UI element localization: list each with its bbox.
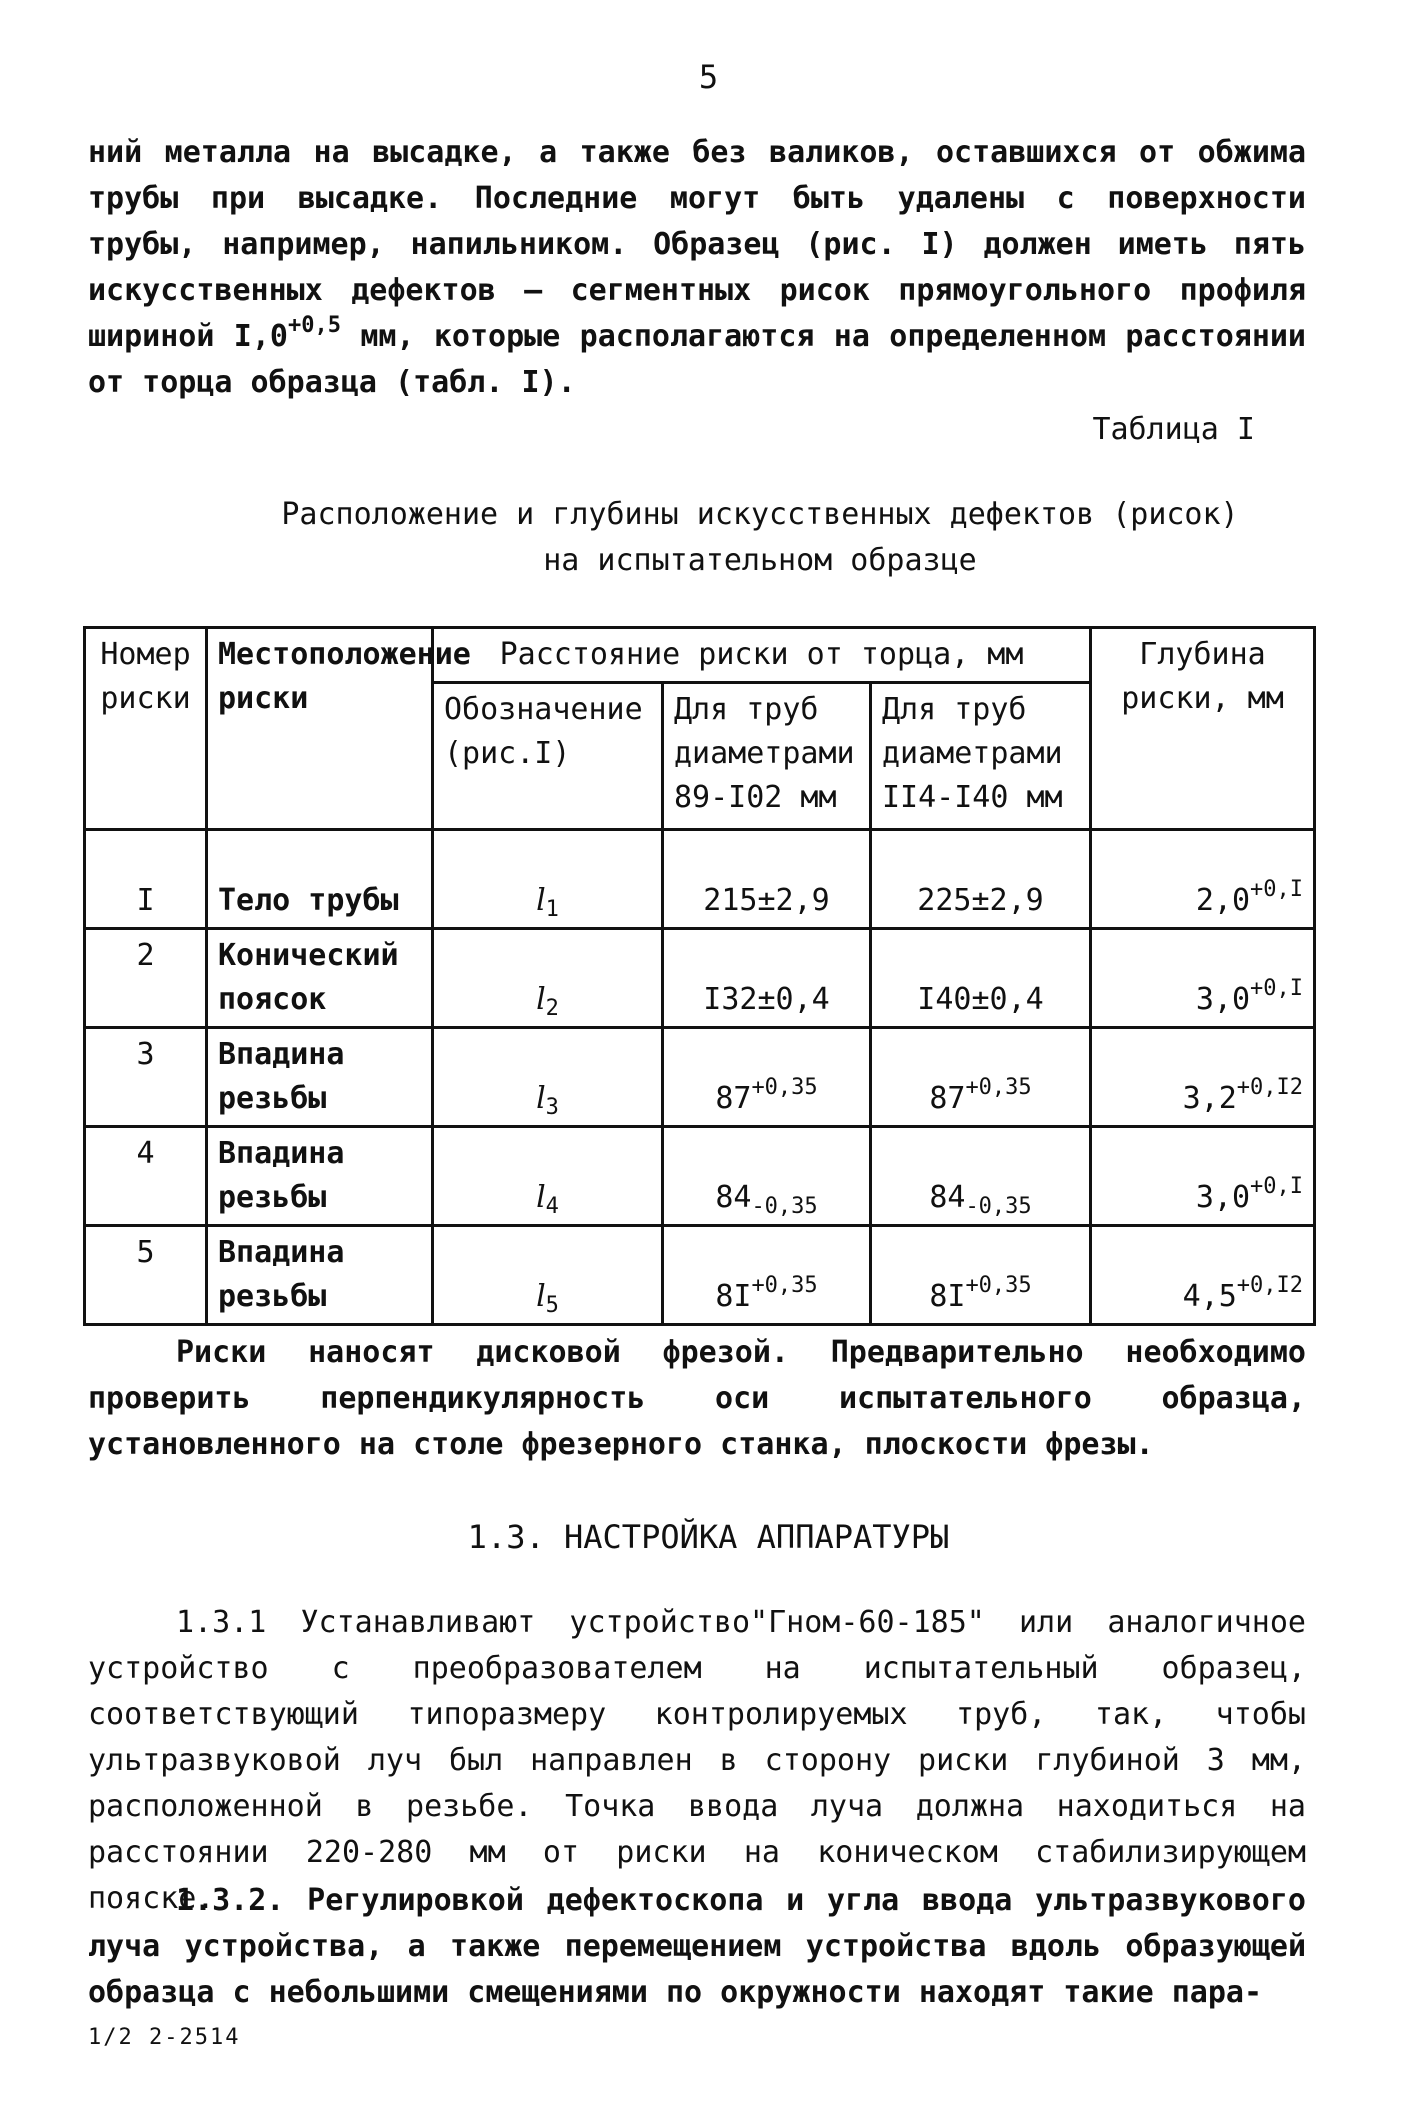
- row-dist-dia1: 215±2,9: [663, 830, 871, 929]
- row-location: Тело трубы: [207, 830, 433, 929]
- table-row: [85, 1127, 1315, 1226]
- row-depth: $3,0^{+0,I}$: [1091, 1127, 1315, 1226]
- header-dia1: Для труб диаметрами 89-I02 мм: [663, 683, 871, 830]
- table-caption: [180, 492, 1340, 584]
- row-number: 5: [85, 1226, 207, 1325]
- row-dist-dia2: $87^{+0,35}$: [871, 1028, 1091, 1127]
- row-number: 2: [85, 929, 207, 1028]
- row-designation: $l_2$: [433, 929, 663, 1028]
- row-dist-dia2: I40±0,4: [871, 929, 1091, 1028]
- row-dist-dia1: I32±0,4: [663, 929, 871, 1028]
- row-location: Впадина резьбы: [207, 1028, 433, 1127]
- header-designation: Обозначение (рис.I): [433, 683, 663, 830]
- header-distance: Расстояние риски от торца, мм: [433, 628, 1091, 683]
- row-designation: $l_3$: [433, 1028, 663, 1127]
- table-label: Таблица I: [1092, 412, 1255, 447]
- row-number: 4: [85, 1127, 207, 1226]
- table-row: [85, 929, 1315, 1028]
- row-dist-dia1: $84_{-0,35}$: [663, 1127, 871, 1226]
- row-location: Впадина резьбы: [207, 1127, 433, 1226]
- row-designation: $l_4$: [433, 1127, 663, 1226]
- row-dist-dia2: $8I^{+0,35}$: [871, 1226, 1091, 1325]
- table-caption-line1: Расположение и глубины искусственных дефектов (рисок): [281, 497, 1239, 532]
- table-caption-line2: на испытательном образце: [543, 543, 977, 578]
- intro-text-end: мм, которые располагаются на определенном расстоянии от торца образца (табл. I).: [88, 319, 1306, 400]
- row-depth: $3,0^{+0,I}$: [1091, 929, 1315, 1028]
- intro-paragraph: [88, 130, 1306, 406]
- table-header-row: [85, 628, 1315, 683]
- paragraph-1-3-2: 1.3.2. Регулировкой дефектоскопа и угла ввода ультразвукового луча устройства, а также перемещением устройства вдоль образующей образца с небольшими смещениями по окружности находят такие пара-: [88, 1883, 1306, 2010]
- row-number: 3: [85, 1028, 207, 1127]
- row-depth: $2,0^{+0,I}$: [1091, 830, 1315, 929]
- row-dist-dia1: $8I^{+0,35}$: [663, 1226, 871, 1325]
- section-title: 1.3. НАСТРОЙКА АППАРАТУРЫ: [467, 1518, 950, 1556]
- page-number: 5: [698, 58, 719, 96]
- paragraph-1-3-1: 1.3.1 Устанавливают устройство"Гном-60-185" или аналогичное устройство с преобразователем на испытательный образец, соответствующий типоразмеру контролируемых труб, так, чтобы ультразвуковой луч был направлен в сторону риски глубиной 3 мм, расположенной в резьбе. Точка ввода луча должна находиться на расстоянии 220-280 мм от риски на коническом стабилизирующем пояске.: [88, 1605, 1306, 1916]
- row-number: I: [85, 830, 207, 929]
- row-designation: $l_1$: [433, 830, 663, 929]
- table-row: [85, 1226, 1315, 1325]
- row-designation: $l_5$: [433, 1226, 663, 1325]
- row-location: Конический поясок: [207, 929, 433, 1028]
- table-row: [85, 830, 1315, 929]
- row-depth: $3,2^{+0,I2}$: [1091, 1028, 1315, 1127]
- row-dist-dia2: 225±2,9: [871, 830, 1091, 929]
- row-dist-dia1: $87^{+0,35}$: [663, 1028, 871, 1127]
- table-row: [85, 1028, 1315, 1127]
- after-table-paragraph: Риски наносят дисковой фрезой. Предварительно необходимо проверить перпендикулярность оси испытательного образца, установленного на столе фрезерного станка, плоскости фрезы.: [88, 1335, 1306, 1462]
- row-dist-dia2: $84_{-0,35}$: [871, 1127, 1091, 1226]
- header-depth: Глубина риски, мм: [1091, 628, 1315, 830]
- header-dia2: Для труб диаметрами II4-I40 мм: [871, 683, 1091, 830]
- intro-text: ний металла на высадке, а также без валиков, оставшихся от обжима трубы при высадке. Последние могут быть удалены с поверхности трубы, например, напильником. Образец (рис. I) должен иметь пять искусственных дефектов – сегментных рисок прямоугольного профиля шириной I,0: [88, 135, 1306, 354]
- row-location: Впадина резьбы: [207, 1226, 433, 1325]
- width-tolerance: +0,5: [287, 313, 341, 338]
- footer-code: 1/2 2-2514: [88, 2025, 241, 2050]
- header-location: Местоположение риски: [207, 628, 433, 830]
- row-depth: $4,5^{+0,I2}$: [1091, 1226, 1315, 1325]
- defects-table: [83, 626, 1316, 1326]
- header-number: Номер риски: [85, 628, 207, 830]
